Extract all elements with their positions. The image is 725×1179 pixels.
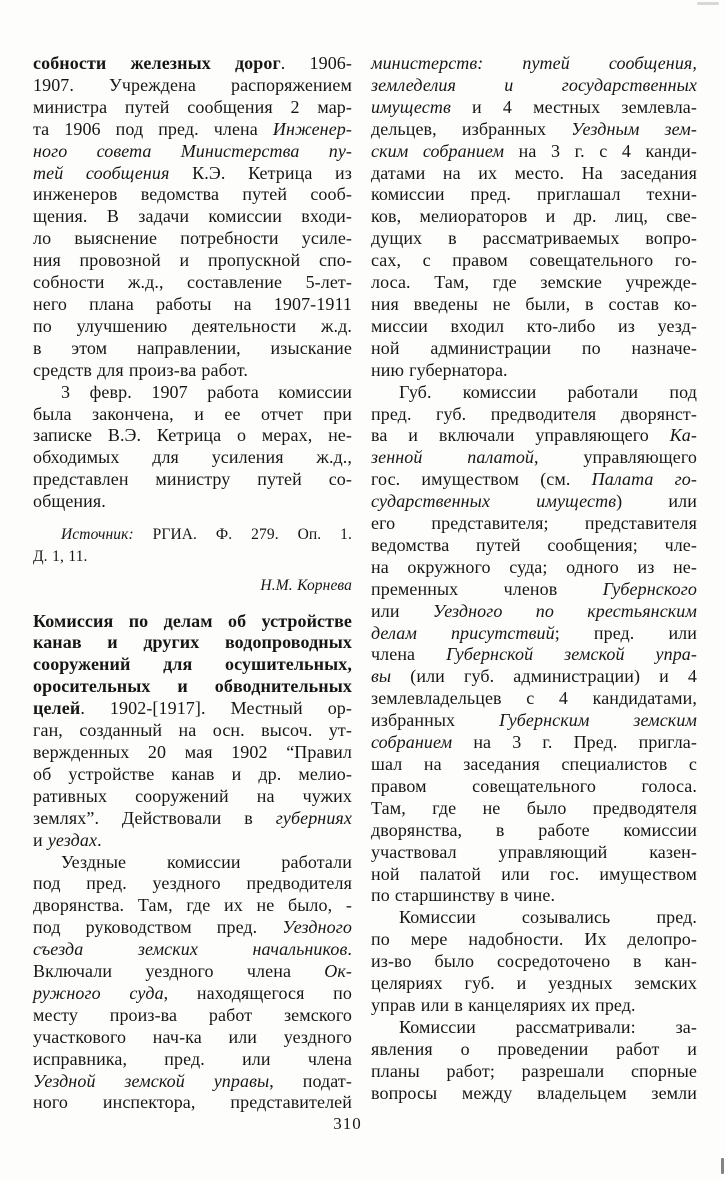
body-text: гос. имуществом (см. <box>371 469 592 490</box>
body-text: (или губ. администрации) и 4 <box>391 666 697 687</box>
body-text: сах, с правом совещательного го- <box>371 250 697 271</box>
body-text: землевладельцев с 4 кандидатами, <box>371 688 697 709</box>
text-line <box>33 75 352 97</box>
text-line <box>33 786 352 808</box>
text-line <box>371 666 697 688</box>
text-line <box>371 710 697 732</box>
text-line <box>371 469 697 491</box>
text-line <box>33 764 352 786</box>
body-text: на 3 г. с 4 канди- <box>504 140 697 161</box>
text-line <box>371 294 697 316</box>
body-text: РГИА. Ф. 279. Оп. 1. <box>133 526 352 544</box>
bold-text: Комиссия по делам об устройстве <box>33 610 352 631</box>
body-text: месту произ-ва работ земского <box>33 1004 352 1025</box>
body-text: его представителя; представителя <box>371 513 697 534</box>
text-line <box>371 228 697 250</box>
text-line <box>33 632 352 654</box>
text-line <box>33 228 352 250</box>
bold-text: собности железных дорог <box>33 53 281 73</box>
body-text: . 1902-[1917]. Местный ор- <box>80 698 352 719</box>
body-text: и <box>33 829 48 850</box>
italic-text: Уездной земской управы <box>33 1070 270 1091</box>
text-line <box>371 798 697 820</box>
text-line <box>371 447 697 469</box>
text-line <box>371 206 697 228</box>
body-text: ративных сооружений на чужих <box>33 785 352 806</box>
body-text: была закончена, и ее отчет при <box>33 403 352 424</box>
text-line <box>371 1061 697 1083</box>
body-text: комиссии пред. приглашал техни- <box>371 184 697 205</box>
italic-text: Палата го- <box>591 469 697 490</box>
body-text: . 1906- <box>280 53 352 73</box>
italic-text: Ка- <box>669 425 697 446</box>
text-line <box>33 294 352 316</box>
italic-text: собранием <box>371 732 453 753</box>
italic-text: Губернского <box>602 578 697 599</box>
bold-text: оросительных и обводнительных <box>33 676 352 697</box>
body-text: записке В.Э. Кетрица о мерах, не- <box>33 425 352 446</box>
text-line <box>33 808 352 830</box>
text-line <box>33 1027 352 1049</box>
body-text: под руководством пред. <box>33 917 283 938</box>
body-text: ва и включали управляющего <box>371 425 670 446</box>
body-text: Там, где не было предводятеля <box>371 797 697 818</box>
body-text: ния введены не были, в состав ко- <box>371 293 697 314</box>
body-text: ган, созданный на осн. высоч. ут- <box>33 720 352 741</box>
text-line <box>371 973 697 995</box>
text-line <box>371 929 697 951</box>
body-text: ной палатой или гос. имуществом <box>371 863 697 884</box>
body-text: ведомства путей сообщения; чле- <box>371 534 697 555</box>
text-line <box>33 53 352 75</box>
text-line <box>33 654 352 676</box>
text-line <box>371 53 697 75</box>
text-line <box>33 97 352 119</box>
text-line <box>33 491 352 513</box>
text-line <box>371 338 697 360</box>
italic-text: тей сообщения <box>33 162 170 183</box>
text-line <box>371 141 697 163</box>
bold-text: канав и других водопроводных <box>33 632 352 653</box>
body-text: Комиссии рассматривали: за- <box>399 1016 697 1037</box>
body-text: обходимых для усиления ж.д., <box>33 447 352 468</box>
text-line <box>33 895 352 917</box>
body-text: общения. <box>33 491 106 512</box>
italic-text: губерниях <box>275 807 352 828</box>
text-line <box>33 983 352 1005</box>
body-text: шал на заседания специалистов с <box>371 754 697 774</box>
text-line <box>371 864 697 886</box>
body-text: и 4 местных землевла- <box>450 96 697 117</box>
text-line <box>33 163 352 185</box>
body-text: дворянства, в работе комиссии <box>371 819 697 840</box>
text-line <box>371 1083 697 1105</box>
body-text: на окружного суда; одного из не- <box>371 556 697 577</box>
italic-text: делам присутствий <box>371 622 555 643</box>
text-line <box>371 272 697 294</box>
text-line <box>33 698 352 720</box>
text-line <box>33 119 352 141</box>
text-line <box>33 141 352 163</box>
left-text-column <box>33 53 352 1114</box>
body-text: управ или в канцеляриях их пред. <box>371 994 636 1015</box>
text-line <box>371 557 697 579</box>
body-text: ков, мелиораторов и др. лиц, све- <box>371 206 697 227</box>
page-number: 310 <box>333 1114 362 1133</box>
text-line <box>371 601 697 623</box>
italic-text: имуществ <box>371 96 451 117</box>
text-line <box>33 272 352 294</box>
text-line <box>371 907 697 929</box>
body-text: средств для произ-ва работ. <box>33 359 248 380</box>
text-line <box>371 1017 697 1039</box>
body-text: пред. губ. предводителя дворянст- <box>371 403 697 424</box>
body-text: ного инспектора, представителей <box>33 1092 352 1113</box>
body-text: та 1906 под пред. члена <box>33 118 273 139</box>
text-line <box>371 885 697 907</box>
text-line <box>33 338 352 360</box>
body-text: землях”. Действовали в <box>33 807 276 828</box>
text-line <box>33 447 352 469</box>
text-line <box>33 184 352 206</box>
body-text: правом совещательного голоса. <box>371 775 697 796</box>
text-line <box>33 852 352 874</box>
italic-text: съезда земских начальников <box>33 939 348 960</box>
scan-artifact <box>697 2 719 5</box>
body-text: участвовал управляющий казен- <box>371 841 697 862</box>
body-text: целяриях губ. и уездных земских <box>371 973 697 994</box>
body-text: щения. В задачи комиссии входи- <box>33 206 352 227</box>
right-text-column <box>371 53 697 1105</box>
italic-text: уездах <box>47 829 98 850</box>
italic-text: Губернской земской упра- <box>446 644 697 665</box>
body-text: 1907. Учреждена распоряжением <box>33 74 352 95</box>
italic-text: Источник: <box>61 526 134 544</box>
text-line <box>33 404 352 426</box>
body-text: представлен министру путей со- <box>33 469 352 490</box>
bold-text: сооружений для осушительных, <box>33 654 352 675</box>
text-line <box>33 720 352 742</box>
text-line <box>33 524 352 546</box>
body-text: Комиссии созывались пред. <box>399 907 697 928</box>
body-text: или <box>371 600 433 621</box>
body-text: инженеров ведомства путей сооб- <box>33 184 352 205</box>
body-text: Включали уездного члена <box>33 961 325 982</box>
text-line <box>33 546 352 568</box>
body-text: , находящегося по <box>163 982 352 1003</box>
body-text: по улучшению деятельности ж.д. <box>33 315 352 336</box>
text-line <box>371 820 697 842</box>
italic-text: Н.М. Корнева <box>260 577 352 595</box>
body-text: из-во было сосредоточено в кан- <box>371 951 697 972</box>
text-line <box>33 469 352 491</box>
body-text: дельцев, избранных <box>371 118 572 139</box>
text-line <box>371 776 697 798</box>
text-line <box>33 676 352 698</box>
text-line <box>371 754 697 776</box>
body-text: по старшинству в чине. <box>371 885 556 906</box>
text-line <box>371 513 697 535</box>
body-text: об устройстве канав и др. мелио- <box>33 763 352 784</box>
body-text: 3 февр. 1907 работа комиссии <box>61 381 352 402</box>
body-text: датами на их место. На заседания <box>371 162 697 183</box>
text-line <box>371 623 697 645</box>
body-text: министра путей сообщения 2 мар- <box>33 96 352 117</box>
text-line <box>33 1005 352 1027</box>
text-line <box>371 97 697 119</box>
body-text: Губ. комиссии работали под <box>399 381 697 402</box>
bold-text: целей <box>33 698 81 719</box>
text-line <box>33 1049 352 1071</box>
italic-text: Уездного по крестьянским <box>432 600 697 621</box>
text-line <box>33 206 352 228</box>
body-text: , управляющего <box>534 447 697 468</box>
text-line <box>33 360 352 382</box>
text-line <box>371 404 697 426</box>
body-text: члена <box>371 644 447 665</box>
text-line <box>371 425 697 447</box>
italic-text: министерств: путей сообщения, <box>371 53 697 73</box>
text-line <box>371 688 697 710</box>
text-line <box>371 184 697 206</box>
text-line <box>33 742 352 764</box>
text-line <box>371 250 697 272</box>
body-text: ) или <box>616 491 697 512</box>
italic-text: сударственных имуществ <box>371 491 617 512</box>
text-line <box>371 360 697 382</box>
body-text: . <box>97 829 102 850</box>
body-text: вержденных 20 мая 1902 “Правил <box>33 741 352 762</box>
body-text: дворянства. Там, где их не было, - <box>33 895 352 916</box>
text-line <box>33 873 352 895</box>
text-line <box>371 1039 697 1061</box>
body-text: ной администрации по назначе- <box>371 337 697 358</box>
body-text: по мере надобности. Их делопро- <box>371 929 697 950</box>
body-text: планы работ; разрешали спорные <box>371 1060 697 1081</box>
body-text: в этом направлении, изыскание <box>33 337 352 358</box>
body-text: явления о проведении работ и <box>371 1038 697 1059</box>
text-line <box>371 163 697 185</box>
body-text: ; пред. или <box>554 622 697 643</box>
text-line <box>33 611 352 633</box>
text-line <box>33 917 352 939</box>
text-line <box>371 382 697 404</box>
text-line <box>33 250 352 272</box>
body-text: собности ж.д., составление 5-лет- <box>33 272 352 293</box>
italic-text: Уездным зем- <box>571 118 697 139</box>
italic-text: вы <box>371 666 392 687</box>
body-text: нию губернатора. <box>371 359 508 380</box>
italic-text: Ок- <box>324 961 352 982</box>
text-line <box>371 842 697 864</box>
text-line <box>371 732 697 754</box>
italic-text: ружного суда <box>33 982 164 1003</box>
body-text: вопросы между владельцем земли <box>371 1082 697 1103</box>
text-line <box>33 830 352 852</box>
body-text: ния провозной и пропускной спо- <box>33 250 352 271</box>
text-line <box>371 951 697 973</box>
italic-text: зенной палатой <box>371 447 535 468</box>
text-line <box>33 939 352 961</box>
text-line <box>33 425 352 447</box>
italic-text: Губернским земским <box>499 710 698 731</box>
body-text: Уездные комиссии работали <box>61 851 352 872</box>
body-text: избранных <box>371 710 500 731</box>
text-line <box>33 1092 352 1114</box>
body-text: Д. 1, 11. <box>33 547 88 565</box>
text-line <box>371 119 697 141</box>
text-line <box>371 75 697 97</box>
text-line <box>371 316 697 338</box>
body-text: исправника, пред. или члена <box>33 1048 352 1069</box>
text-line <box>33 1071 352 1093</box>
italic-text: Уездного <box>282 917 352 938</box>
body-text: миссии входил кто-либо из уезд- <box>371 315 697 336</box>
text-line <box>371 644 697 666</box>
text-line <box>33 316 352 338</box>
body-text: него плана работы на 1907-1911 <box>33 293 352 314</box>
text-line <box>33 575 352 597</box>
body-text: К.Э. Кетрица из <box>169 162 353 183</box>
text-line <box>33 961 352 983</box>
body-text: , подат- <box>269 1070 352 1091</box>
body-text: пременных членов <box>371 578 603 599</box>
body-text: участкового нач-ка или уездного <box>33 1026 352 1047</box>
text-line <box>371 491 697 513</box>
italic-text: ским собранием <box>371 140 505 161</box>
text-line <box>371 579 697 601</box>
body-text: на 3 г. Пред. пригла- <box>452 732 697 753</box>
italic-text: земледелия и государственных <box>371 74 697 95</box>
text-line <box>371 995 697 1017</box>
body-text: под пред. уездного предводителя <box>33 873 352 894</box>
italic-text: Инженер- <box>272 118 352 139</box>
body-text: ло выяснение потребности усиле- <box>33 228 352 249</box>
body-text: лоса. Там, где земские учрежде- <box>371 272 697 293</box>
scan-artifact <box>721 1158 724 1174</box>
body-text: . <box>347 939 352 960</box>
text-line <box>371 535 697 557</box>
text-line <box>33 382 352 404</box>
body-text: дущих в рассматриваемых вопро- <box>371 228 697 249</box>
italic-text: ного совета Министерства пу- <box>33 140 352 161</box>
